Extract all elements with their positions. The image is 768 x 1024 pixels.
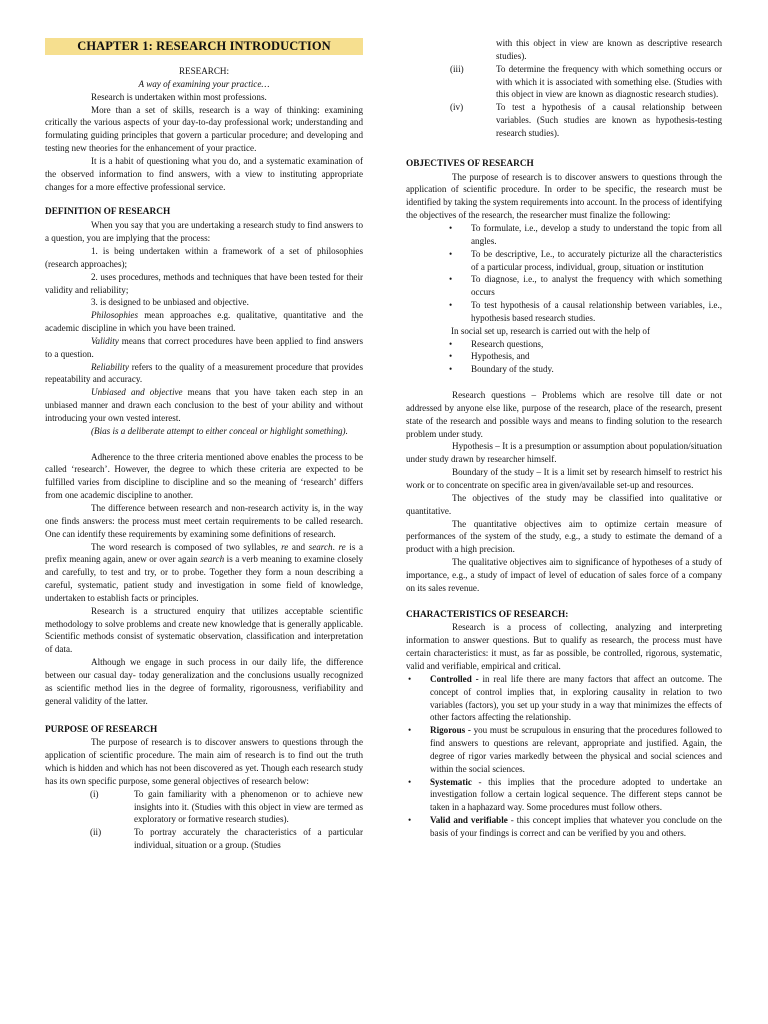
- list-item: • To formulate, i.e., develop a study to understand the topic from all angles.: [449, 222, 722, 246]
- purpose-item: (ii) To portray accurately the characteristics of a particular individual, situation or a group. (Studies: [90, 827, 363, 851]
- definition-point: 3. is designed to be unbiased and objective.: [91, 297, 249, 308]
- list-item: • Rigorous - you must be scrupulous in ensuring that the procedures followed to find answers to questions are relevant, appropriate and justified. Again, the degree of rigor varies markedly between the physical and social sciences and within the social sciences.: [408, 725, 722, 774]
- list-item: • Boundary of the study.: [449, 364, 554, 375]
- list-item: • Controlled - in real life there are many factors that affect an outcome. The concept of control implies that, in exploring causality in relation to two variables (factors), you set up your study in a way that minimizes the effects of other factors affecting the relationship.: [408, 673, 722, 723]
- list-item: • To be descriptive, I.e., to accurately picturize all the characteristics of a particular process, individual, group, situation or institution: [449, 248, 722, 272]
- paragraph: The word research is composed of two syllables, re and search. re is a prefix meaning again, anew or over again search is a verb meaning to examine closely and carefully, to test and try, or to probe. Together they form a noun describing a careful, systematic, patient study and investigation in some field of knowledge, undertaken to establish facts or principles.: [45, 541, 363, 603]
- purpose-continued: with this object in view are known as descriptive research studies).: [496, 38, 722, 61]
- list-item: • Hypothesis, and: [449, 351, 530, 362]
- purpose-item: (iv) To test a hypothesis of a causal relationship between variables. (Such studies are known as hypothesis-testing research studies).: [450, 102, 722, 138]
- paragraph: The purpose of research is to discover answers to questions through the application of scientific procedure. The main aim of research is to find out the truth which is hidden and which has not been discovered as yet. Though each research study has its own specific purpose, some general objectives of research below:: [45, 737, 363, 786]
- paragraph: Research questions – Problems which are resolve till date or not addressed by anyone else like, purpose of the research, place of the research, present state of the research and possible ways and means to finding solution to the research problem under study.: [406, 390, 722, 439]
- paragraph: The objectives of the study may be classified into qualitative or quantitative.: [406, 492, 722, 516]
- definition-point: 1. is being undertaken within a framework of a set of philosophies (research approaches);: [45, 245, 363, 269]
- left-column: [45, 38, 363, 852]
- definition-point: 2. uses procedures, methods and techniques that have been tested for their validity and reliability;: [45, 271, 363, 295]
- purpose-item: (i) To gain familiarity with a phenomenon or to achieve new insights into it. (Studies with this object in view are termed as exploratory or formative research studies).: [90, 788, 363, 825]
- section-heading: OBJECTIVES OF RESEARCH: [406, 158, 534, 169]
- term-definition: Validity means that correct procedures have been applied to find answers to a question.: [45, 335, 363, 359]
- list-item: • Valid and verifiable - this concept implies that whatever you conclude on the basis of your findings is correct and can be verified by you and others.: [408, 815, 722, 838]
- list-item: • To test hypothesis of a causal relationship between variables, i.e., hypothesis based research studies.: [449, 300, 722, 323]
- paragraph: It is a habit of questioning what you do, and a systematic examination of the observed information to find answers, with a view to instituting appropriate changes for a more effective professional service.: [45, 155, 363, 192]
- paragraph: The purpose of research is to discover answers to questions through the application of scientific procedure. In order to be specific, the research must be identified by taking the system requirements into account. In the process of identifying the objectives of the research, the researcher must finalize the following:: [406, 171, 722, 221]
- paragraph: In social set up, research is carried out with the help of: [451, 325, 650, 336]
- term-definition: Reliability refers to the quality of a measurement procedure that provides repeatability and accuracy.: [45, 361, 363, 385]
- paragraph: Research is a structured enquiry that utilizes acceptable scientific methodology to solve problems and create new knowledge that is generally applicable. Scientific methods consist of systematic observation, classification and interpretation of data.: [45, 605, 363, 655]
- list-item: • Research questions,: [449, 338, 544, 349]
- purpose-item: (iii) To determine the frequency with which something occurs or with which it is associated with something else. (Studies with this object in view are known as diagnostic research studies).: [450, 63, 722, 100]
- paragraph: Research is undertaken within most professions.: [91, 91, 267, 102]
- paragraph: Research is a process of collecting, analyzing and interpreting information to answer questions. But to qualify as research, the process must have certain characteristics: it must, as far as possible, be controlled, rigorous, systematic, valid and verifiable, empirical and critical.: [406, 622, 722, 671]
- paragraph: Boundary of the study – It is a limit set by research himself to restrict his work or to concentrate on specific area in given/available set-up and resources.: [406, 467, 722, 490]
- paragraph: Hypothesis – It is a presumption or assumption about population/situation under study drawn by researcher himself.: [406, 441, 722, 465]
- term-definition: Philosophies mean approaches e.g. qualitative, quantitative and the academic discipline in which you have been trained.: [45, 310, 363, 334]
- paragraph: Although we engage in such process in our daily life, the difference between our casual day- today generalization and the conclusions usually recognized as scientific method lies in the degree of formality, rigorousness, verifiability and general validity of the latter.: [45, 657, 363, 706]
- paragraph: The quantitative objectives aim to optimize certain measure of performances of the system of the study, e.g., a study to estimate the demand of a product with a high precision.: [406, 518, 722, 555]
- paragraph: When you say that you are undertaking a research study to find answers to a question, you are implying that the process:: [45, 220, 363, 244]
- research-heading: RESEARCH:: [178, 66, 230, 76]
- section-heading: CHARACTERISTICS OF RESEARCH:: [406, 609, 569, 620]
- term-definition: Unbiased and objective means that you have taken each step in an unbiased manner and drawn each conclusion to the best of your ability and without introducing your own vested interest.: [45, 387, 363, 423]
- list-item: • To diagnose, i.e., to analyst the frequency with which something occurs: [449, 274, 722, 298]
- paragraph: The qualitative objectives aim to significance of hypotheses of a study of importance, e.g., a study of impact of level of education of sales force of a company on its sales revenue.: [406, 557, 722, 593]
- paragraph: More than a set of skills, research is a way of thinking: examining critically the various aspects of your day-to-day professional work; understanding and formulating guiding principles that govern a particular procedure; and developing and testing new theories for the enhancement of your practice.: [45, 104, 363, 154]
- bias-note: (Bias is a deliberate attempt to either conceal or highlight something).: [91, 425, 348, 436]
- list-item: • Systematic - this implies that the procedure adopted to undertake an investigation follow a certain logical sequence. The different steps cannot be taken in a haphazard way. Some procedures must follow others.: [408, 776, 722, 813]
- right-column: [406, 37, 722, 840]
- section-heading: DEFINITION OF RESEARCH: [45, 207, 171, 218]
- paragraph: The difference between research and non-research activity is, in the way one finds answers: the process must meet certain requirements to be called research. One can identify these requirements by examining some definitions of research.: [45, 503, 363, 539]
- paragraph: Adherence to the three criteria mentioned above enables the process to be called ‘research’. However, the degree to which these criteria are expected to be fulfilled varies from discipline to discipline and so the meaning of ‘research’ differs from one academic discipline to another.: [45, 451, 363, 501]
- chapter-title: CHAPTER 1: RESEARCH INTRODUCTION: [45, 38, 363, 55]
- section-heading: PURPOSE OF RESEARCH: [45, 724, 158, 735]
- research-subtitle: A way of examining your practice…: [138, 78, 270, 89]
